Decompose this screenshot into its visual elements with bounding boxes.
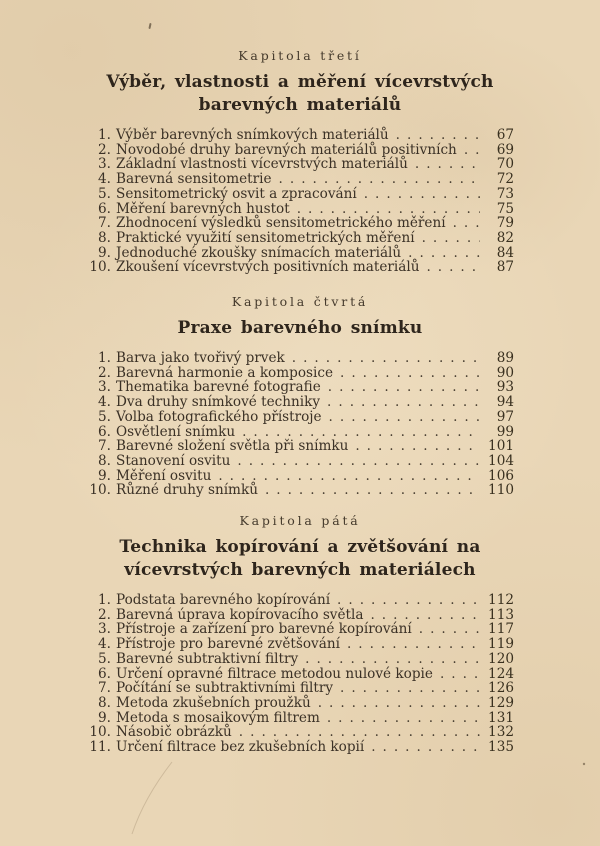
entry-number: 10. bbox=[89, 259, 111, 276]
dot-leader bbox=[370, 608, 480, 623]
toc-section bbox=[0, 513, 600, 755]
entry-page-number: 75 bbox=[496, 200, 514, 217]
dot-leader bbox=[242, 425, 480, 440]
toc-entry bbox=[84, 395, 514, 410]
toc-entry bbox=[84, 380, 514, 395]
entry-title: Barevné subtraktivní filtry bbox=[116, 650, 299, 667]
ink-speck bbox=[148, 23, 151, 29]
toc-entry bbox=[84, 711, 514, 726]
entry-title: Novodobé druhy barevných materiálů positivních bbox=[116, 141, 457, 158]
dot-leader bbox=[340, 681, 480, 696]
toc-entry bbox=[84, 637, 514, 652]
entry-page-number: 124 bbox=[488, 665, 514, 682]
toc-entry bbox=[84, 622, 514, 637]
entry-title: Metoda s mosaikovým filtrem bbox=[116, 709, 320, 726]
entry-number: 4. bbox=[98, 171, 111, 188]
dot-leader bbox=[239, 725, 480, 740]
dot-leader bbox=[364, 187, 480, 202]
entry-title: Základní vlastnosti vícevrstvých materiálů bbox=[116, 156, 408, 173]
entry-number: 2. bbox=[98, 606, 111, 623]
toc-entry bbox=[84, 172, 514, 187]
entry-page-number: 119 bbox=[488, 636, 514, 653]
entry-number: 8. bbox=[98, 229, 111, 246]
dot-leader bbox=[292, 351, 480, 366]
entry-page-number: 106 bbox=[488, 467, 514, 484]
toc-entry bbox=[84, 469, 514, 484]
entry-page-number: 129 bbox=[488, 694, 514, 711]
toc-entry bbox=[84, 260, 514, 275]
dot-leader bbox=[415, 157, 480, 172]
toc-entry bbox=[84, 143, 514, 158]
entry-page-number: 93 bbox=[496, 379, 514, 396]
toc-section bbox=[0, 294, 600, 498]
entry-page-number: 112 bbox=[488, 592, 514, 609]
entry-number: 4. bbox=[98, 394, 111, 411]
entry-title: Jednoduché zkoušky snímacích materiálů bbox=[116, 244, 402, 261]
entry-title: Určení filtrace bez zkušebních kopií bbox=[116, 739, 365, 756]
dot-leader bbox=[464, 143, 480, 158]
dot-leader bbox=[318, 696, 480, 711]
entry-title: Metoda zkušebních proužků bbox=[116, 694, 311, 711]
toc-entry bbox=[84, 608, 514, 623]
entry-page-number: 90 bbox=[496, 364, 514, 381]
toc-entry bbox=[84, 366, 514, 381]
dot-leader bbox=[329, 410, 480, 425]
entry-number: 2. bbox=[98, 364, 111, 381]
section-title: Technika kopírování a zvětšování na vícevrstvých barevných materiálech bbox=[119, 537, 481, 581]
toc-entry bbox=[84, 652, 514, 667]
entry-page-number: 120 bbox=[488, 650, 514, 667]
dot-leader bbox=[328, 380, 480, 395]
entry-number: 1. bbox=[98, 127, 111, 143]
entry-page-number: 97 bbox=[496, 408, 514, 425]
entry-title: Zkoušení vícevrstvých positivních materiálů bbox=[116, 259, 420, 276]
dot-leader bbox=[327, 395, 480, 410]
entry-title: Osvětlení snímku bbox=[116, 423, 236, 440]
entry-page-number: 70 bbox=[496, 156, 514, 173]
toc-entry bbox=[84, 202, 514, 217]
entry-page-number: 132 bbox=[488, 724, 514, 741]
toc-list bbox=[84, 593, 514, 755]
entry-page-number: 82 bbox=[496, 229, 514, 246]
toc-list bbox=[84, 128, 514, 275]
chapter-label: Kapitola čtvrtá bbox=[231, 294, 369, 310]
dot-leader bbox=[408, 246, 480, 261]
entry-title: Sensitometrický osvit a zpracování bbox=[116, 185, 357, 202]
entry-page-number: 126 bbox=[488, 680, 514, 697]
entry-title: Různé druhy snímků bbox=[116, 482, 258, 499]
entry-title: Praktické využití sensitometrických měření bbox=[116, 229, 415, 246]
entry-number: 7. bbox=[98, 438, 111, 455]
entry-number: 9. bbox=[98, 244, 111, 261]
toc-entry bbox=[84, 593, 514, 608]
dot-leader bbox=[371, 740, 480, 755]
toc-entry bbox=[84, 187, 514, 202]
toc-entry bbox=[84, 216, 514, 231]
entry-page-number: 104 bbox=[488, 452, 514, 469]
entry-number: 6. bbox=[98, 665, 111, 682]
toc-entry bbox=[84, 483, 514, 498]
section-title: Výběr, vlastnosti a měření vícevrstvých barevných materiálů bbox=[106, 72, 494, 115]
entry-number: 8. bbox=[98, 452, 111, 469]
toc-list bbox=[84, 351, 514, 498]
entry-page-number: 99 bbox=[496, 423, 514, 440]
entry-title: Měření osvitu bbox=[116, 467, 212, 484]
entry-number: 10. bbox=[89, 724, 111, 741]
dot-leader bbox=[355, 439, 480, 454]
entry-number: 4. bbox=[98, 636, 111, 653]
toc-entry bbox=[84, 157, 514, 172]
dot-leader bbox=[305, 652, 480, 667]
toc-entry bbox=[84, 351, 514, 366]
toc-entry bbox=[84, 246, 514, 261]
entry-number: 3. bbox=[98, 156, 111, 173]
entry-number: 5. bbox=[98, 408, 111, 425]
entry-title: Stanovení osvitu bbox=[116, 452, 231, 469]
entry-number: 5. bbox=[98, 650, 111, 667]
toc-entry bbox=[84, 667, 514, 682]
entry-number: 6. bbox=[98, 423, 111, 440]
entry-number: 11. bbox=[89, 739, 111, 756]
entry-number: 6. bbox=[98, 200, 111, 217]
entry-title: Měření barevných hustot bbox=[116, 200, 290, 217]
dot-leader bbox=[347, 637, 480, 652]
toc-entry bbox=[84, 410, 514, 425]
dot-leader bbox=[340, 366, 480, 381]
entry-page-number: 73 bbox=[496, 185, 514, 202]
entry-page-number: 113 bbox=[488, 606, 514, 623]
entry-number: 10. bbox=[89, 482, 111, 499]
entry-number: 1. bbox=[98, 592, 111, 609]
entry-title: Barevná úprava kopírovacího světla bbox=[116, 606, 364, 623]
entry-title: Barevné složení světla při snímku bbox=[116, 438, 349, 455]
dot-leader bbox=[337, 593, 480, 608]
dot-leader bbox=[279, 172, 480, 187]
entry-title: Dva druhy snímkové techniky bbox=[116, 394, 321, 411]
entry-title: Zhodnocení výsledků sensitometrického měření bbox=[116, 215, 446, 232]
entry-title: Thematika barevné fotografie bbox=[116, 379, 321, 396]
entry-page-number: 110 bbox=[488, 482, 514, 499]
entry-number: 9. bbox=[98, 709, 111, 726]
dot-leader bbox=[265, 483, 480, 498]
entry-page-number: 67 bbox=[496, 127, 514, 143]
chapter-label: Kapitola pátá bbox=[239, 513, 361, 529]
entry-title: Výběr barevných snímkových materiálů bbox=[116, 127, 389, 143]
dot-leader bbox=[426, 260, 480, 275]
dot-leader bbox=[297, 202, 480, 217]
entry-page-number: 79 bbox=[496, 215, 514, 232]
toc-entry bbox=[84, 439, 514, 454]
entry-number: 7. bbox=[98, 215, 111, 232]
entry-title: Přístroje a zařízení pro barevné kopírování bbox=[116, 621, 412, 638]
dot-leader bbox=[422, 231, 480, 246]
toc-entry bbox=[84, 231, 514, 246]
toc-entry bbox=[84, 740, 514, 755]
entry-page-number: 94 bbox=[496, 394, 514, 411]
toc-section bbox=[0, 48, 600, 275]
entry-number: 3. bbox=[98, 621, 111, 638]
entry-title: Barevná sensitometrie bbox=[116, 171, 272, 188]
entry-page-number: 131 bbox=[488, 709, 514, 726]
dot-leader bbox=[237, 454, 480, 469]
entry-title: Barevná harmonie a komposice bbox=[116, 364, 334, 381]
chapter-label: Kapitola třetí bbox=[238, 48, 362, 63]
entry-title: Počítání se subtraktivními filtry bbox=[116, 680, 334, 697]
dot-leader bbox=[218, 469, 480, 484]
entry-number: 7. bbox=[98, 680, 111, 697]
entry-page-number: 84 bbox=[496, 244, 514, 261]
section-title: Praxe barevného snímku bbox=[177, 318, 423, 339]
toc-entry bbox=[84, 696, 514, 711]
dot-leader bbox=[453, 216, 480, 231]
toc-entry bbox=[84, 681, 514, 696]
entry-number: 2. bbox=[98, 141, 111, 158]
toc-entry bbox=[84, 128, 514, 143]
dot-leader bbox=[327, 711, 480, 726]
dot-leader bbox=[419, 622, 480, 637]
entry-page-number: 135 bbox=[488, 739, 514, 756]
entry-page-number: 87 bbox=[496, 259, 514, 276]
entry-number: 5. bbox=[98, 185, 111, 202]
entry-page-number: 89 bbox=[496, 350, 514, 367]
entry-title: Určení opravné filtrace metodou nulové kopie bbox=[116, 665, 433, 682]
entry-title: Přístroje pro barevné zvětšování bbox=[116, 636, 340, 653]
entry-page-number: 69 bbox=[496, 141, 514, 158]
entry-number: 1. bbox=[98, 350, 111, 367]
entry-page-number: 101 bbox=[488, 438, 514, 455]
entry-page-number: 72 bbox=[496, 171, 514, 188]
entry-page-number: 117 bbox=[488, 621, 514, 638]
entry-title: Podstata barevného kopírování bbox=[116, 592, 331, 609]
dot-leader bbox=[396, 128, 480, 143]
entry-number: 3. bbox=[98, 379, 111, 396]
entry-number: 9. bbox=[98, 467, 111, 484]
toc-entry bbox=[84, 454, 514, 469]
entry-title: Volba fotografického přístroje bbox=[116, 408, 322, 425]
toc-sections bbox=[0, 48, 600, 755]
entry-number: 8. bbox=[98, 694, 111, 711]
toc-entry bbox=[84, 725, 514, 740]
dot-leader bbox=[440, 667, 480, 682]
toc-entry bbox=[84, 425, 514, 440]
entry-title: Barva jako tvořivý prvek bbox=[116, 350, 285, 367]
entry-title: Násobič obrázků bbox=[116, 724, 232, 741]
